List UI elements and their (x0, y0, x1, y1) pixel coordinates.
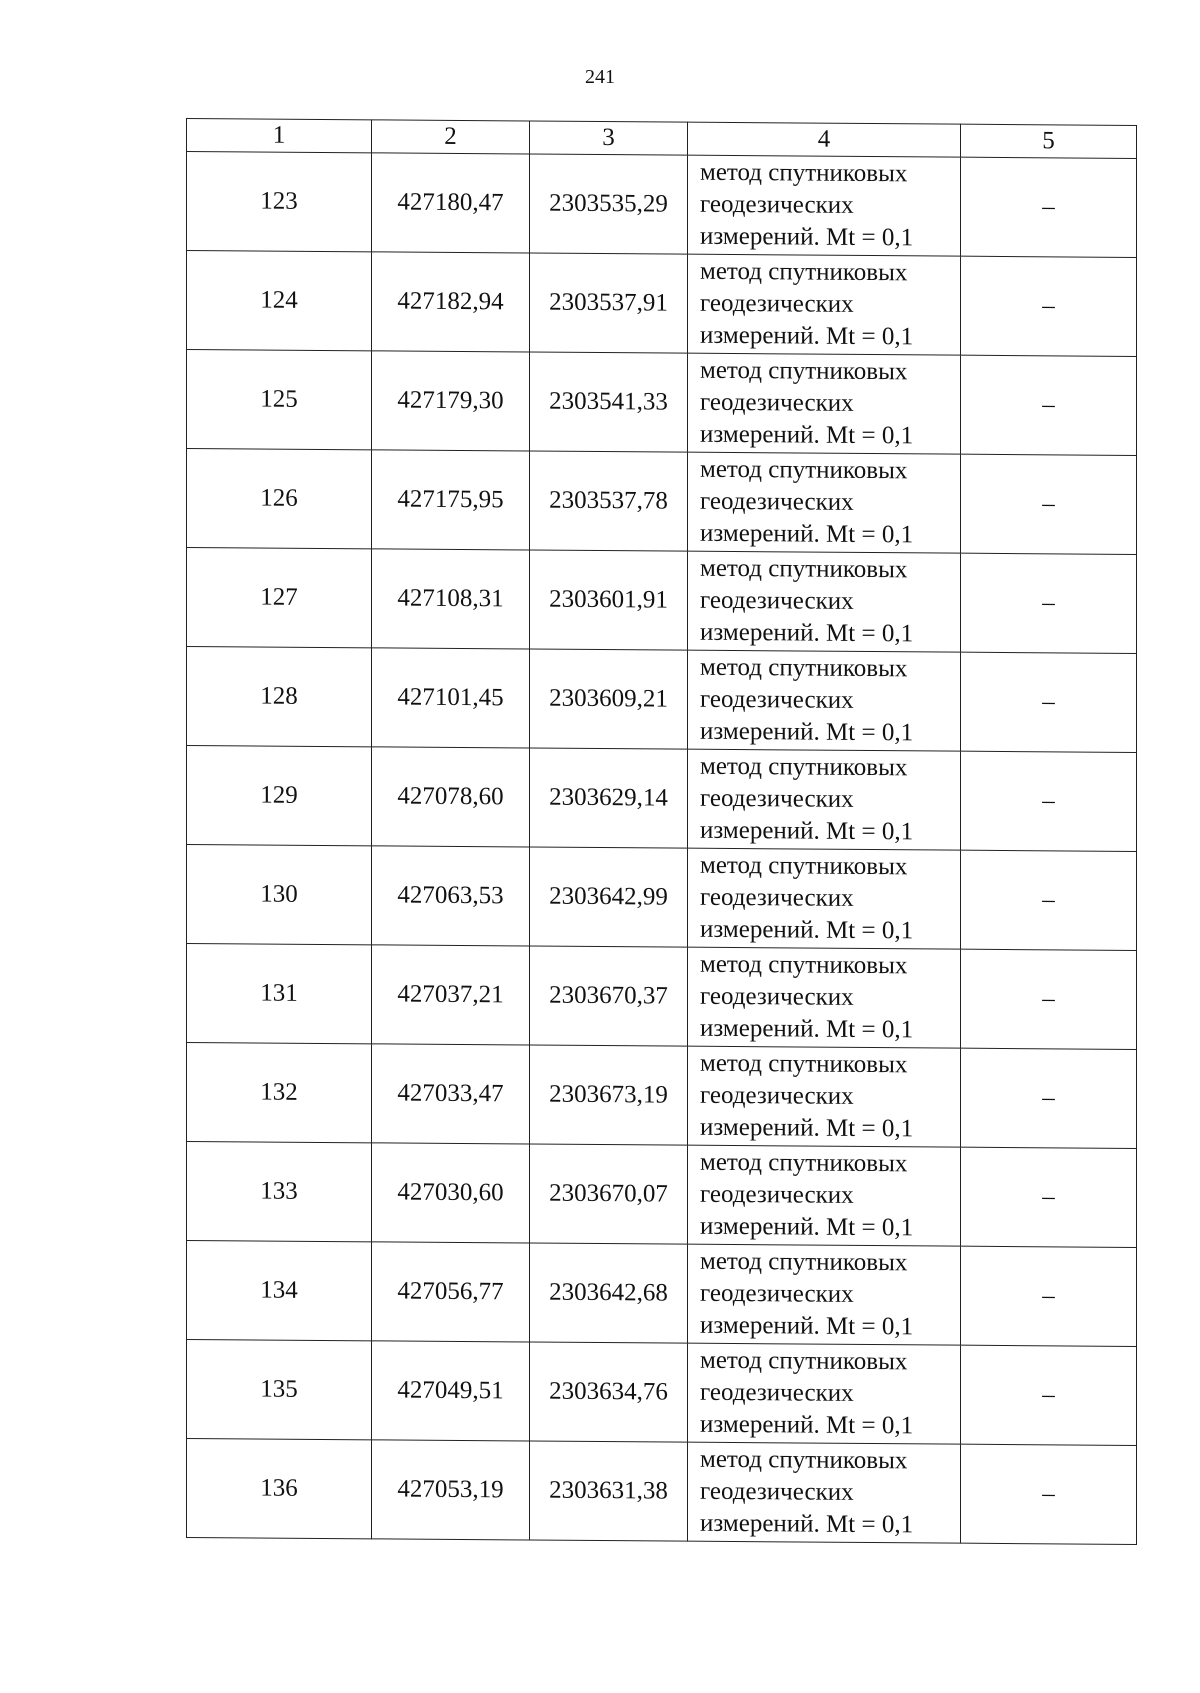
method-line: геодезических (700, 1081, 854, 1110)
method-line: метод спутниковых (700, 1346, 908, 1376)
note-cell: – (961, 454, 1137, 554)
x-coordinate-cell: 427108,31 (372, 549, 530, 649)
method-line: метод спутниковых (700, 1148, 908, 1178)
method-line: измерений. Mt = 0,1 (700, 1014, 914, 1044)
method-line: геодезических (700, 685, 854, 714)
column-header: 2 (372, 120, 530, 154)
method-line: геодезических (700, 784, 854, 813)
x-coordinate-cell: 427182,94 (372, 252, 530, 352)
coordinates-table (186, 118, 1137, 1545)
y-coordinate-cell: 2303670,07 (530, 1144, 688, 1244)
method-line: геодезических (700, 487, 854, 516)
method-line: геодезических (700, 1477, 854, 1506)
method-line: метод спутниковых (700, 257, 908, 287)
table-row (187, 944, 1137, 1050)
note-cell: – (961, 1048, 1137, 1148)
point-number-cell: 133 (187, 1142, 372, 1242)
table-row (187, 1241, 1137, 1347)
table-row (187, 647, 1137, 753)
point-number-cell: 136 (187, 1439, 372, 1539)
y-coordinate-cell: 2303670,37 (530, 946, 688, 1046)
method-cell (688, 749, 961, 850)
point-number-cell: 131 (187, 944, 372, 1044)
method-line: измерений. Mt = 0,1 (700, 618, 914, 648)
method-cell (688, 848, 961, 949)
point-number-cell: 132 (187, 1043, 372, 1143)
point-number-cell: 125 (187, 350, 372, 450)
x-coordinate-cell: 427037,21 (372, 945, 530, 1045)
method-line: измерений. Mt = 0,1 (700, 1410, 914, 1440)
x-coordinate-cell: 427179,30 (372, 351, 530, 451)
note-cell: – (961, 157, 1137, 257)
method-line: измерений. Mt = 0,1 (700, 717, 914, 747)
method-line: метод спутниковых (700, 950, 908, 980)
note-cell: – (961, 553, 1137, 653)
method-line: метод спутниковых (700, 356, 908, 386)
y-coordinate-cell: 2303537,78 (530, 451, 688, 551)
method-line: геодезических (700, 982, 854, 1011)
x-coordinate-cell: 427049,51 (372, 1341, 530, 1441)
column-header: 4 (688, 122, 961, 157)
method-line: метод спутниковых (700, 1049, 908, 1079)
y-coordinate-cell: 2303642,68 (530, 1243, 688, 1343)
method-cell (688, 452, 961, 553)
table-row (187, 845, 1137, 951)
y-coordinate-cell: 2303535,29 (530, 154, 688, 254)
table-row (187, 350, 1137, 456)
document-sheet (186, 118, 1136, 1545)
column-header: 5 (961, 124, 1137, 158)
note-cell: – (961, 751, 1137, 851)
note-cell: – (961, 949, 1137, 1049)
y-coordinate-cell: 2303601,91 (530, 550, 688, 650)
method-line: измерений. Mt = 0,1 (700, 321, 914, 351)
table-row (187, 548, 1137, 654)
method-cell (688, 1343, 961, 1444)
x-coordinate-cell: 427063,53 (372, 846, 530, 946)
method-cell (688, 1442, 961, 1543)
note-cell: – (961, 256, 1137, 356)
note-cell: – (961, 850, 1137, 950)
method-line: геодезических (700, 1279, 854, 1308)
method-line: измерений. Mt = 0,1 (700, 1311, 914, 1341)
x-coordinate-cell: 427101,45 (372, 648, 530, 748)
method-line: метод спутниковых (700, 455, 908, 485)
column-header: 1 (187, 119, 372, 153)
x-coordinate-cell: 427033,47 (372, 1044, 530, 1144)
x-coordinate-cell: 427056,77 (372, 1242, 530, 1342)
method-cell (688, 353, 961, 454)
y-coordinate-cell: 2303541,33 (530, 352, 688, 452)
method-line: геодезических (700, 289, 854, 318)
method-line: метод спутниковых (700, 554, 908, 584)
method-line: измерений. Mt = 0,1 (700, 1212, 914, 1242)
x-coordinate-cell: 427180,47 (372, 153, 530, 253)
point-number-cell: 129 (187, 746, 372, 846)
point-number-cell: 128 (187, 647, 372, 747)
method-cell (688, 1244, 961, 1345)
note-cell: – (961, 1246, 1137, 1346)
table-row (187, 1043, 1137, 1149)
x-coordinate-cell: 427053,19 (372, 1440, 530, 1540)
note-cell: – (961, 1147, 1137, 1247)
method-line: измерений. Mt = 0,1 (700, 1509, 914, 1539)
method-cell (688, 1046, 961, 1147)
method-cell (688, 551, 961, 652)
method-line: геодезических (700, 1180, 854, 1209)
page-number: 241 (585, 66, 615, 88)
y-coordinate-cell: 2303673,19 (530, 1045, 688, 1145)
table-row (187, 1439, 1137, 1545)
method-line: геодезических (700, 388, 854, 417)
point-number-cell: 135 (187, 1340, 372, 1440)
method-line: метод спутниковых (700, 752, 908, 782)
y-coordinate-cell: 2303609,21 (530, 649, 688, 749)
y-coordinate-cell: 2303642,99 (530, 847, 688, 947)
table-row (187, 152, 1137, 258)
column-header: 3 (530, 121, 688, 155)
method-line: метод спутниковых (700, 1445, 908, 1475)
method-line: геодезических (700, 1378, 854, 1407)
method-line: геодезических (700, 883, 854, 912)
x-coordinate-cell: 427078,60 (372, 747, 530, 847)
method-line: метод спутниковых (700, 158, 908, 188)
y-coordinate-cell: 2303629,14 (530, 748, 688, 848)
point-number-cell: 126 (187, 449, 372, 549)
table-row (187, 449, 1137, 555)
method-line: измерений. Mt = 0,1 (700, 915, 914, 945)
table-body (187, 119, 1137, 1545)
method-line: измерений. Mt = 0,1 (700, 816, 914, 846)
method-line: измерений. Mt = 0,1 (700, 222, 914, 252)
note-cell: – (961, 652, 1137, 752)
method-cell (688, 1145, 961, 1246)
point-number-cell: 127 (187, 548, 372, 648)
table-row (187, 746, 1137, 852)
note-cell: – (961, 355, 1137, 455)
method-line: измерений. Mt = 0,1 (700, 1113, 914, 1143)
point-number-cell: 134 (187, 1241, 372, 1341)
note-cell: – (961, 1444, 1137, 1544)
point-number-cell: 124 (187, 251, 372, 351)
method-cell (688, 254, 961, 355)
x-coordinate-cell: 427175,95 (372, 450, 530, 550)
table-row (187, 1340, 1137, 1446)
method-line: измерений. Mt = 0,1 (700, 420, 914, 450)
method-cell (688, 650, 961, 751)
method-line: измерений. Mt = 0,1 (700, 519, 914, 549)
table-row (187, 1142, 1137, 1248)
method-cell (688, 947, 961, 1048)
table-row (187, 251, 1137, 357)
point-number-cell: 130 (187, 845, 372, 945)
note-cell: – (961, 1345, 1137, 1445)
method-cell (688, 155, 961, 256)
method-line: геодезических (700, 586, 854, 615)
point-number-cell: 123 (187, 152, 372, 252)
method-line: метод спутниковых (700, 851, 908, 881)
method-line: геодезических (700, 190, 854, 219)
y-coordinate-cell: 2303631,38 (530, 1441, 688, 1541)
y-coordinate-cell: 2303537,91 (530, 253, 688, 353)
y-coordinate-cell: 2303634,76 (530, 1342, 688, 1442)
method-line: метод спутниковых (700, 1247, 908, 1277)
method-line: метод спутниковых (700, 653, 908, 683)
x-coordinate-cell: 427030,60 (372, 1143, 530, 1243)
